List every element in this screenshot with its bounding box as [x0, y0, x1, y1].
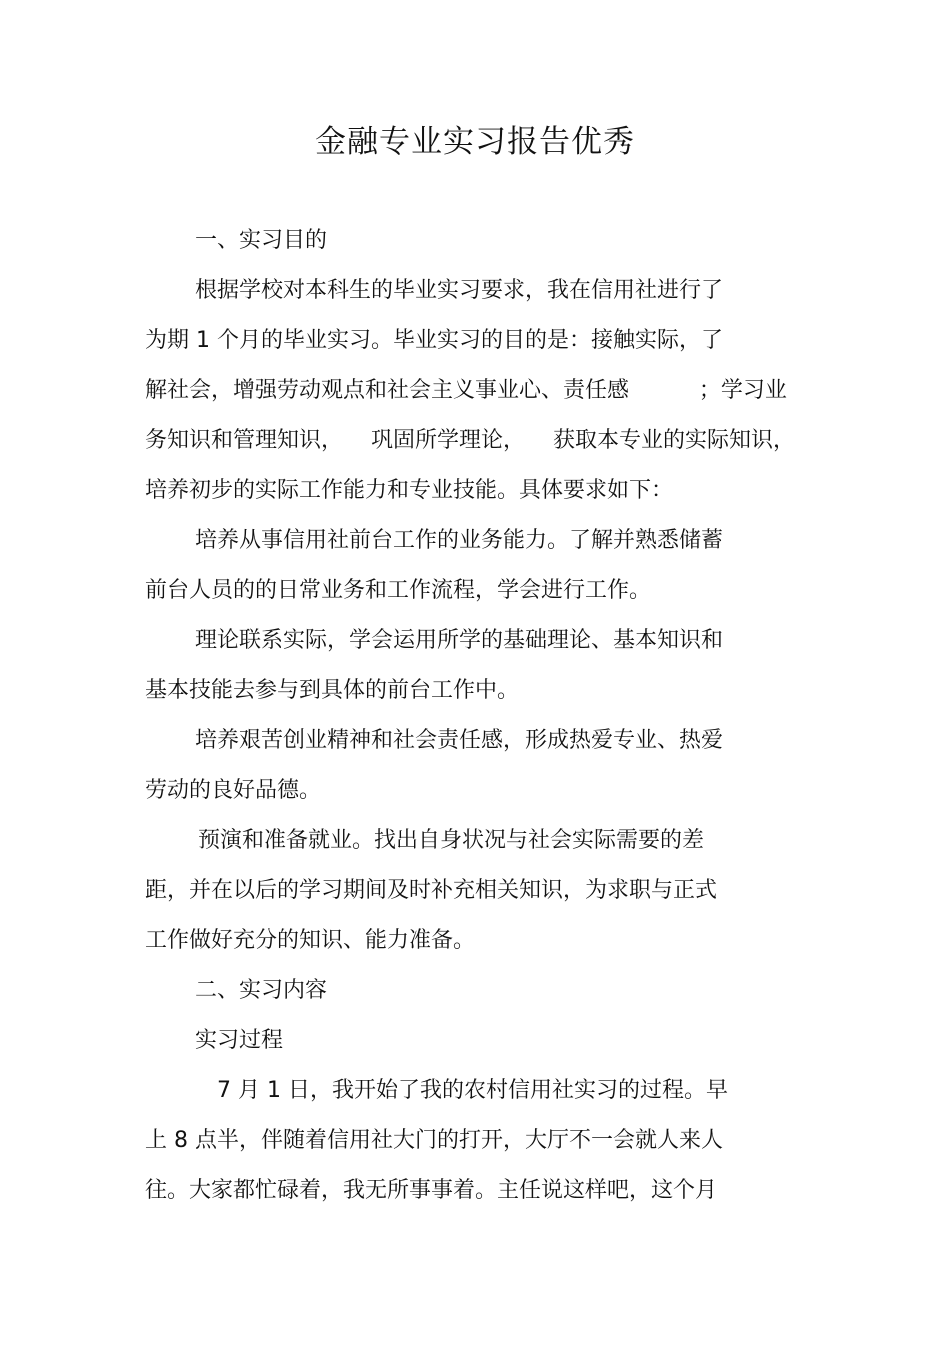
paragraph-line: 距，并在以后的学习期间及时补充相关知识，为求职与正式 [145, 878, 718, 903]
document-title: 金融专业实习报告优秀 [315, 124, 635, 160]
paragraph-line: 前台人员的的日常业务和工作流程，学会进行工作。 [145, 578, 652, 603]
paragraph-line: 7 月 1 日，我开始了我的农村信用社实习的过程。早 [217, 1078, 728, 1103]
paragraph-line: 培养从事信用社前台工作的业务能力。了解并熟悉储蓄 [195, 528, 724, 553]
paragraph-line: 根据学校对本科生的毕业实习要求，我在信用社进行了 [195, 278, 724, 303]
paragraph-line: 基本技能去参与到具体的前台工作中。 [145, 678, 520, 703]
paragraph-line: 理论联系实际，学会运用所学的基础理论、基本知识和 [195, 628, 724, 653]
section-heading-1: 一、实习目的 [195, 228, 328, 253]
paragraph-line: 培养艰苦创业精神和社会责任感，形成热爱专业、热爱 [195, 728, 724, 753]
paragraph-line: 为期 1 个月的毕业实习。毕业实习的目的是：接触实际，了 [145, 328, 723, 353]
paragraph-line: 培养初步的实际工作能力和专业技能。具体要求如下： [145, 478, 674, 503]
paragraph-line: 预演和准备就业。找出自身状况与社会实际需要的差 [198, 828, 705, 853]
paragraph-line: 往。大家都忙碌着，我无所事事着。主任说这样吧，这个月 [145, 1178, 718, 1203]
paragraph-line: 务知识和管理知识， 巩固所学理论， 获取本专业的实际知识， [145, 428, 795, 453]
paragraph-line: 上 8 点半，伴随着信用社大门的打开，大厅不一会就人来人 [145, 1128, 723, 1153]
section-heading-2: 二、实习内容 [195, 978, 328, 1003]
paragraph-line: 工作做好充分的知识、能力准备。 [145, 928, 476, 953]
paragraph-line: 解社会，增强劳动观点和社会主义事业心、责任感 ；学习业 [145, 378, 787, 403]
subsection-heading: 实习过程 [195, 1028, 284, 1053]
paragraph-line: 劳动的良好品德。 [145, 778, 322, 803]
